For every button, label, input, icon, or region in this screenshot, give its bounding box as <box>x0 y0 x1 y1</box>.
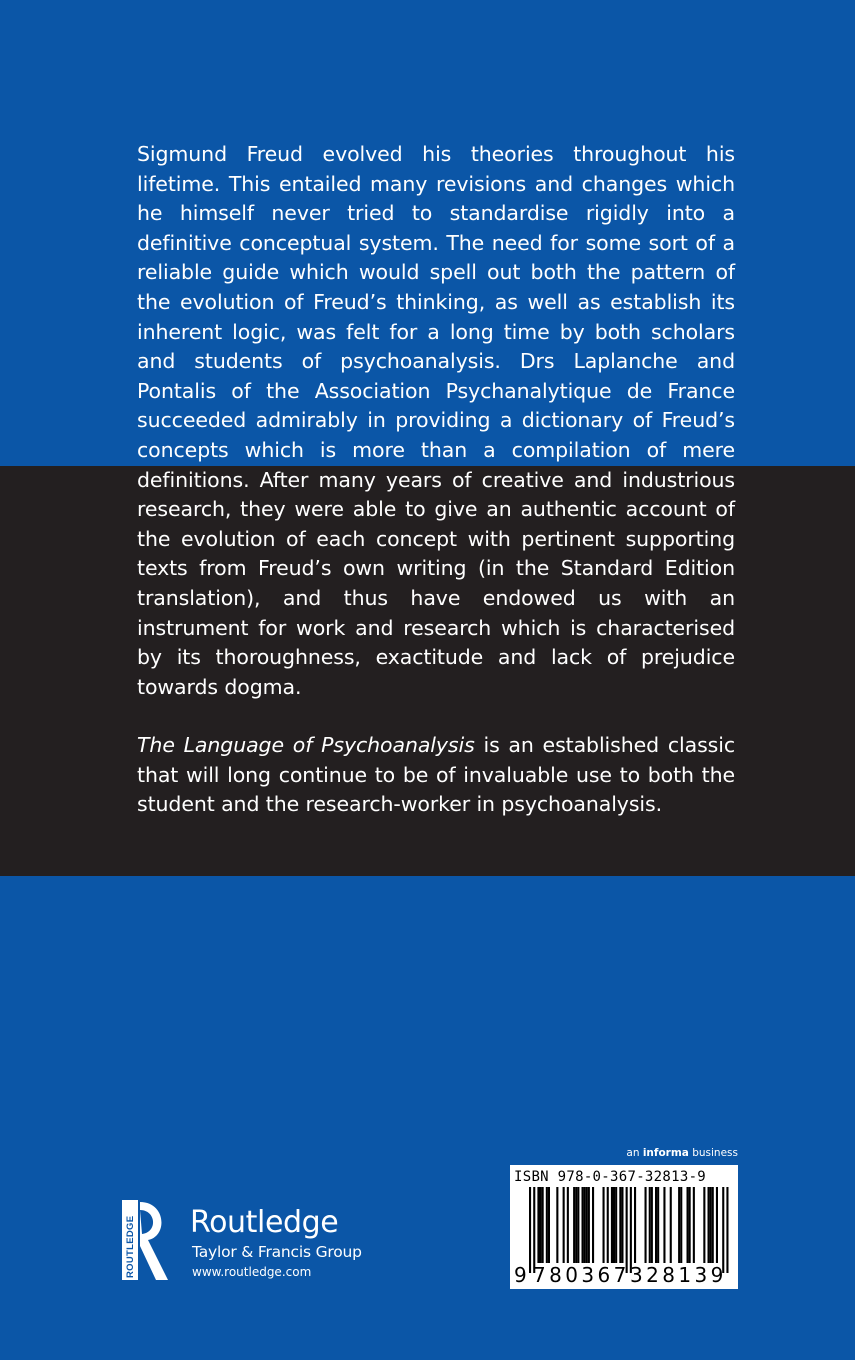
barcode-bar <box>689 1187 691 1263</box>
ean-right-digits: 328139 <box>630 1263 727 1287</box>
barcode-bar <box>613 1187 615 1263</box>
barcode-bar <box>703 1187 705 1263</box>
barcode-bar <box>542 1187 544 1263</box>
publisher-url: www.routledge.com <box>192 1265 312 1279</box>
informa-business-tag: an informa business <box>626 1147 738 1159</box>
book-title: The Language of Psychoanalysis <box>137 733 475 758</box>
barcode-bar <box>563 1187 565 1263</box>
blurb-paragraph-1: Sigmund Freud evolved his theories throughout his lifetime. This entailed many revisions and changes which he himself never tried to standardise rigidly into a definitive conceptual system. The need for some sort of a reliable guide which would spell out both the pattern of the evolution of Freud’s thinking, as well as establish its inherent logic, was felt for a long time by both scholars and students of psychoanalysis. Drs Laplanche and Pontalis of the Association Psychanalytique de France succeeded admirably in providing a dictionary of Freud’s concepts which is more than a compilation of mere definitions. After many years of creative and industrious research, they were able to give an authentic account of the evolution of each concept with pertinent supporting texts from Freud’s own writing (in the Standard Edition translation), and thus have endowed us with an instrument for work and research which is characterised by its thoroughness, exactitude and lack of prejudice towards dogma. <box>137 142 735 699</box>
ean-digits <box>514 1263 736 1287</box>
barcode-guard-bar <box>533 1187 535 1273</box>
routledge-r-icon <box>118 1196 174 1286</box>
barcode-bar <box>611 1187 613 1263</box>
barcode-guard-bar <box>726 1187 728 1273</box>
blurb-paragraph-2 <box>137 731 735 820</box>
ean-left-digits: 780367 <box>533 1263 630 1287</box>
barcode-bar <box>584 1187 586 1263</box>
barcode-bar <box>567 1187 569 1263</box>
barcode-bar <box>645 1187 647 1263</box>
barcode-bar <box>548 1187 550 1263</box>
barcode-bar <box>540 1187 542 1263</box>
barcode-guard-bar <box>529 1187 531 1273</box>
barcode-bar <box>651 1187 653 1263</box>
barcode-bar <box>575 1187 577 1263</box>
barcode-bar <box>716 1187 718 1263</box>
isbn-label: ISBN 978-0-367-32813-9 <box>514 1169 707 1185</box>
barcode-bar <box>615 1187 617 1263</box>
barcode-bar <box>712 1187 714 1263</box>
routledge-vertical-text: ROUTLEDGE <box>125 1215 136 1278</box>
barcode-guard-bar <box>722 1187 724 1273</box>
barcode-bar <box>687 1187 689 1263</box>
barcode-bar <box>619 1187 621 1263</box>
back-cover-blurb <box>137 140 735 820</box>
barcode-guard-bar <box>630 1187 632 1273</box>
barcode-bar <box>546 1187 548 1263</box>
blurb-paragraph-2-text: is an established classic that will long continue to be of invaluable use to both the student and the research-worker in psychoanalysis. <box>137 733 735 817</box>
barcode-bar <box>621 1187 623 1263</box>
barcode-bar <box>607 1187 609 1263</box>
barcode-bar <box>577 1187 579 1263</box>
routledge-logo <box>118 1196 378 1286</box>
barcode-bar <box>556 1187 558 1263</box>
barcode-bar <box>649 1187 651 1263</box>
barcode-bar <box>708 1187 710 1263</box>
barcode-bar <box>657 1187 659 1263</box>
barcode-bar <box>582 1187 584 1263</box>
barcode-bar <box>663 1187 665 1263</box>
barcode-bar <box>710 1187 712 1263</box>
barcode-bar <box>586 1187 588 1263</box>
barcode-bar <box>634 1187 636 1263</box>
ean-first-digit: 9 <box>514 1263 527 1287</box>
isbn-barcode <box>510 1165 738 1289</box>
publisher-name: Routledge <box>190 1205 339 1240</box>
barcode-bar <box>670 1187 672 1263</box>
barcode-guard-bar <box>626 1187 628 1273</box>
barcode-bar <box>592 1187 594 1263</box>
barcode-bar <box>655 1187 657 1263</box>
barcode-bar <box>573 1187 575 1263</box>
barcode-bar <box>537 1187 539 1263</box>
barcode-bar <box>678 1187 680 1263</box>
barcode-bar <box>588 1187 590 1263</box>
barcode-bar <box>603 1187 605 1263</box>
publisher-group: Taylor & Francis Group <box>192 1243 362 1261</box>
informa-brand: informa <box>642 1147 689 1159</box>
barcode-bar <box>693 1187 695 1263</box>
barcode-bar <box>680 1187 682 1263</box>
